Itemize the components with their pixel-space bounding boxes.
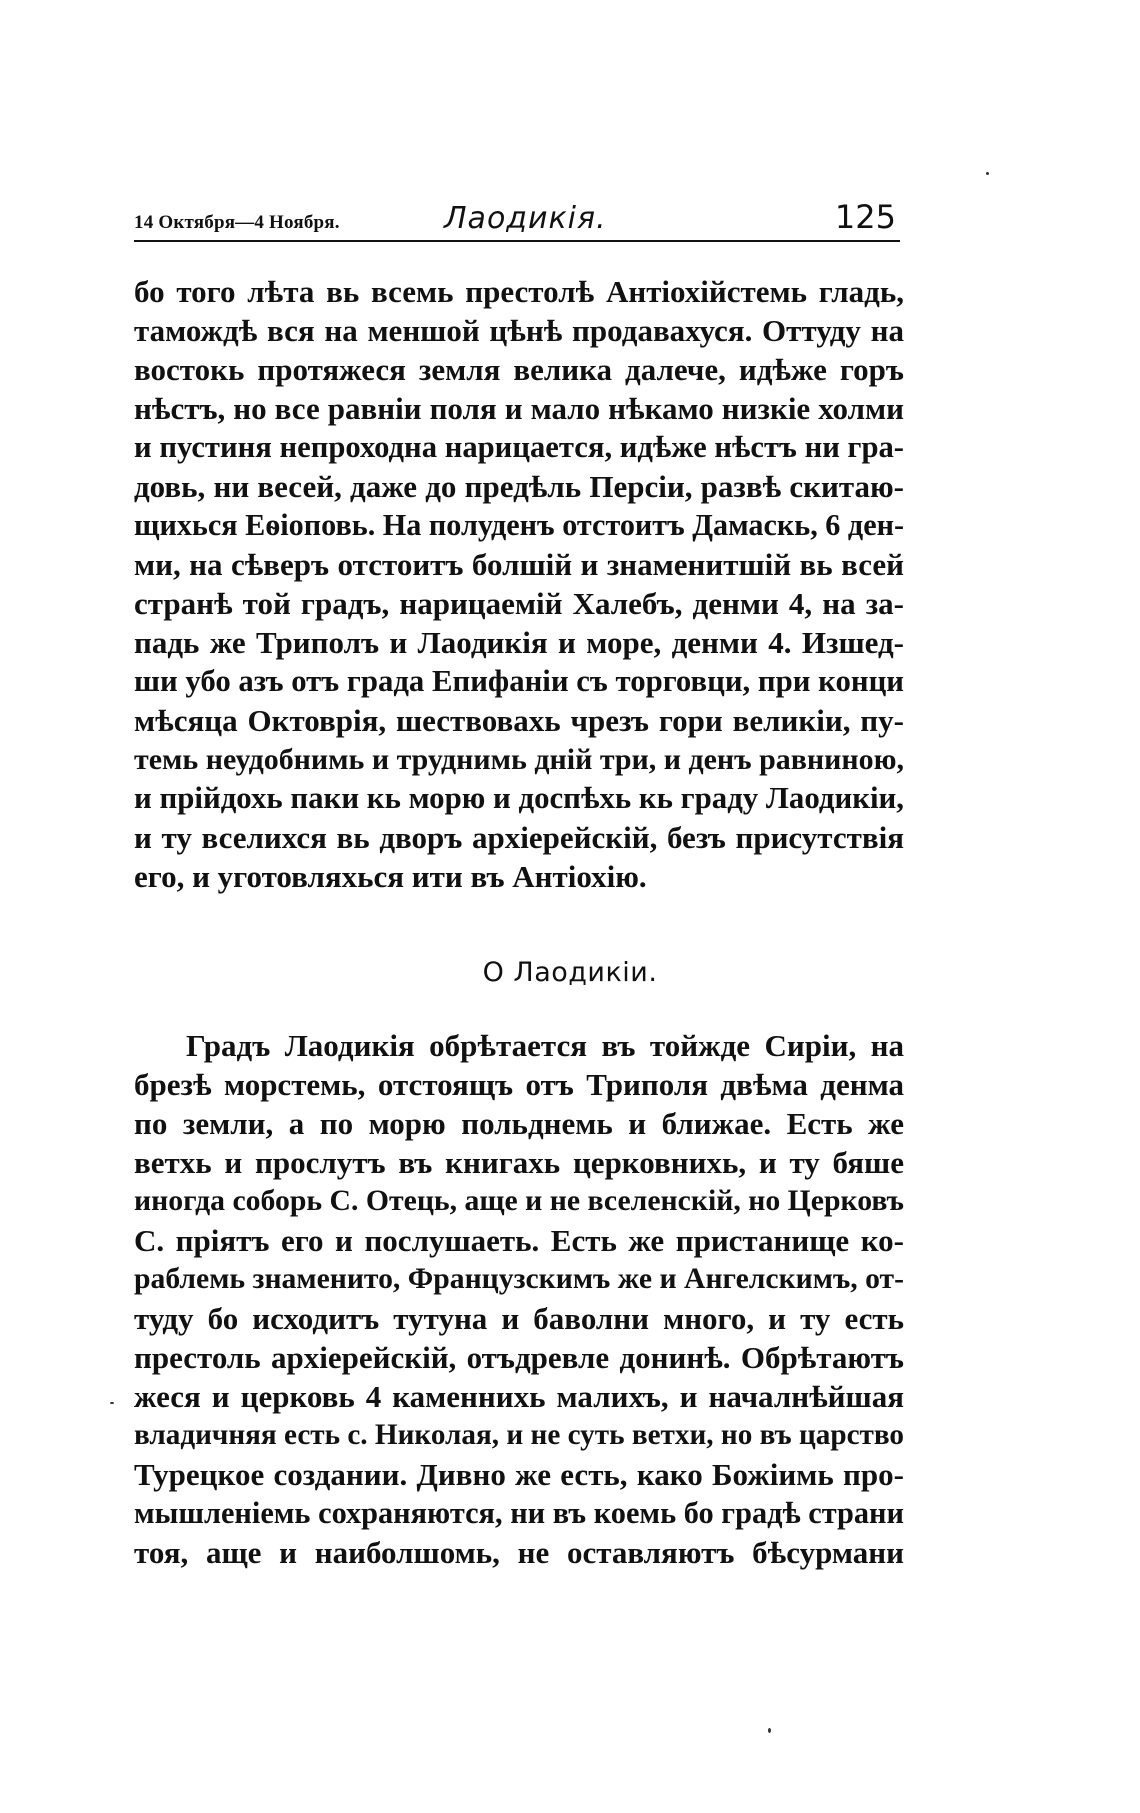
text-line: и прійдохь паки кь морю и доспѣхь кь граду Лаодикіи,	[134, 781, 904, 815]
scan-speck	[986, 172, 989, 175]
text-line: туду бо исходитъ тутуна и баволни много, и ту есть	[134, 1301, 904, 1336]
text-line: темь неудобнимь и труднимь днiй три, и денъ равниною,	[134, 743, 904, 776]
scan-speck	[110, 1402, 114, 1404]
paragraph-continuation	[134, 272, 904, 896]
text-line: его, и уготовляхься ити въ Антіохію.	[134, 859, 647, 894]
text-line: странѣ той градъ, нарицаемій Халебъ, денми 4, на за-	[134, 586, 904, 621]
text-line: тамождѣ вся на меншой цѣнѣ продавахуся. Оттуду на	[134, 313, 904, 348]
paragraph-laodicea	[134, 1026, 904, 1572]
text-line: престоль архіерейскій, отъдревле донинѣ. Обрѣтаютъ	[134, 1340, 904, 1375]
text-line: ши убо азъ отъ града Епифаніи съ торговци, при конци	[134, 664, 904, 698]
text-line: бо того лѣта вь всемь престолѣ Антіохійстемь гладь,	[134, 274, 904, 309]
running-header	[134, 196, 900, 242]
text-line: раблемь знаменито, Французскимъ же и Ангелскимъ, от-	[134, 1263, 904, 1295]
text-line: мышленіемь сохраняются, ни въ коемь бо градѣ страни	[134, 1496, 904, 1530]
text-line: Градъ Лаодикія обрѣтается въ тойжде Сиріи, на	[186, 1028, 904, 1063]
text-line: С. пріятъ его и послушаеть. Есть же пристанище ко-	[134, 1223, 904, 1258]
text-line: мѣсяца Октоврія, шествовахь чрезъ гори великіи, пу-	[134, 703, 904, 738]
text-line: ми, на сѣверъ отстоитъ болшій и знаменитшій вь всей	[134, 547, 904, 582]
section-heading: О Лаодикіи.	[482, 957, 658, 988]
text-line: востокь протяжеся земля велика далече, идѣже горъ	[134, 352, 904, 387]
text-line: довь, ни весей, даже до предѣль Персіи, развѣ скитаю-	[134, 469, 904, 504]
text-line: по земли, а по морю польднемь и ближае. Есть же	[134, 1106, 904, 1141]
text-line: щихься Еѳіоповь. На полуденъ отстоитъ Дамаскь, 6 ден-	[134, 508, 904, 542]
text-line: жеся и церковь 4 каменнихь малихъ, и началнѣйшая	[134, 1379, 904, 1414]
text-line: владичняя есть с. Николая, и не суть ветхи, но въ царство	[134, 1419, 904, 1451]
page-number: 125	[834, 198, 896, 236]
text-line: и пустиня непроходна нарицается, идѣже нѣстъ ни гра-	[134, 430, 904, 464]
text-line: падь же Триполъ и Лаодикія и море, денми 4. Изшед-	[134, 625, 904, 660]
text-line: иногда соборь С. Отець, аще и не вселенскій, но Церковъ	[134, 1185, 904, 1217]
text-line: ветхь и прослутъ въ книгахь церковнихь, и ту бяше	[134, 1145, 904, 1180]
text-line: и ту вселихся вь дворъ архіерейскій, безъ присутствія	[134, 820, 904, 855]
text-line: брезѣ морстемь, отстоящъ отъ Триполя двѣма денма	[134, 1067, 904, 1102]
scan-speck	[768, 1728, 771, 1733]
text-line: Турецкое создании. Дивно же есть, како Божіимь про-	[134, 1457, 904, 1492]
header-date-range: 14 Октября—4 Ноября.	[134, 212, 340, 233]
text-line: тоя, аще и наиболшомь, не оставляютъ бѣсурмани	[134, 1535, 904, 1570]
text-line: нѣстъ, но все равніи поля и мало нѣкамо низкіе холми	[134, 391, 904, 426]
header-title: Лаодикія.	[444, 201, 607, 236]
